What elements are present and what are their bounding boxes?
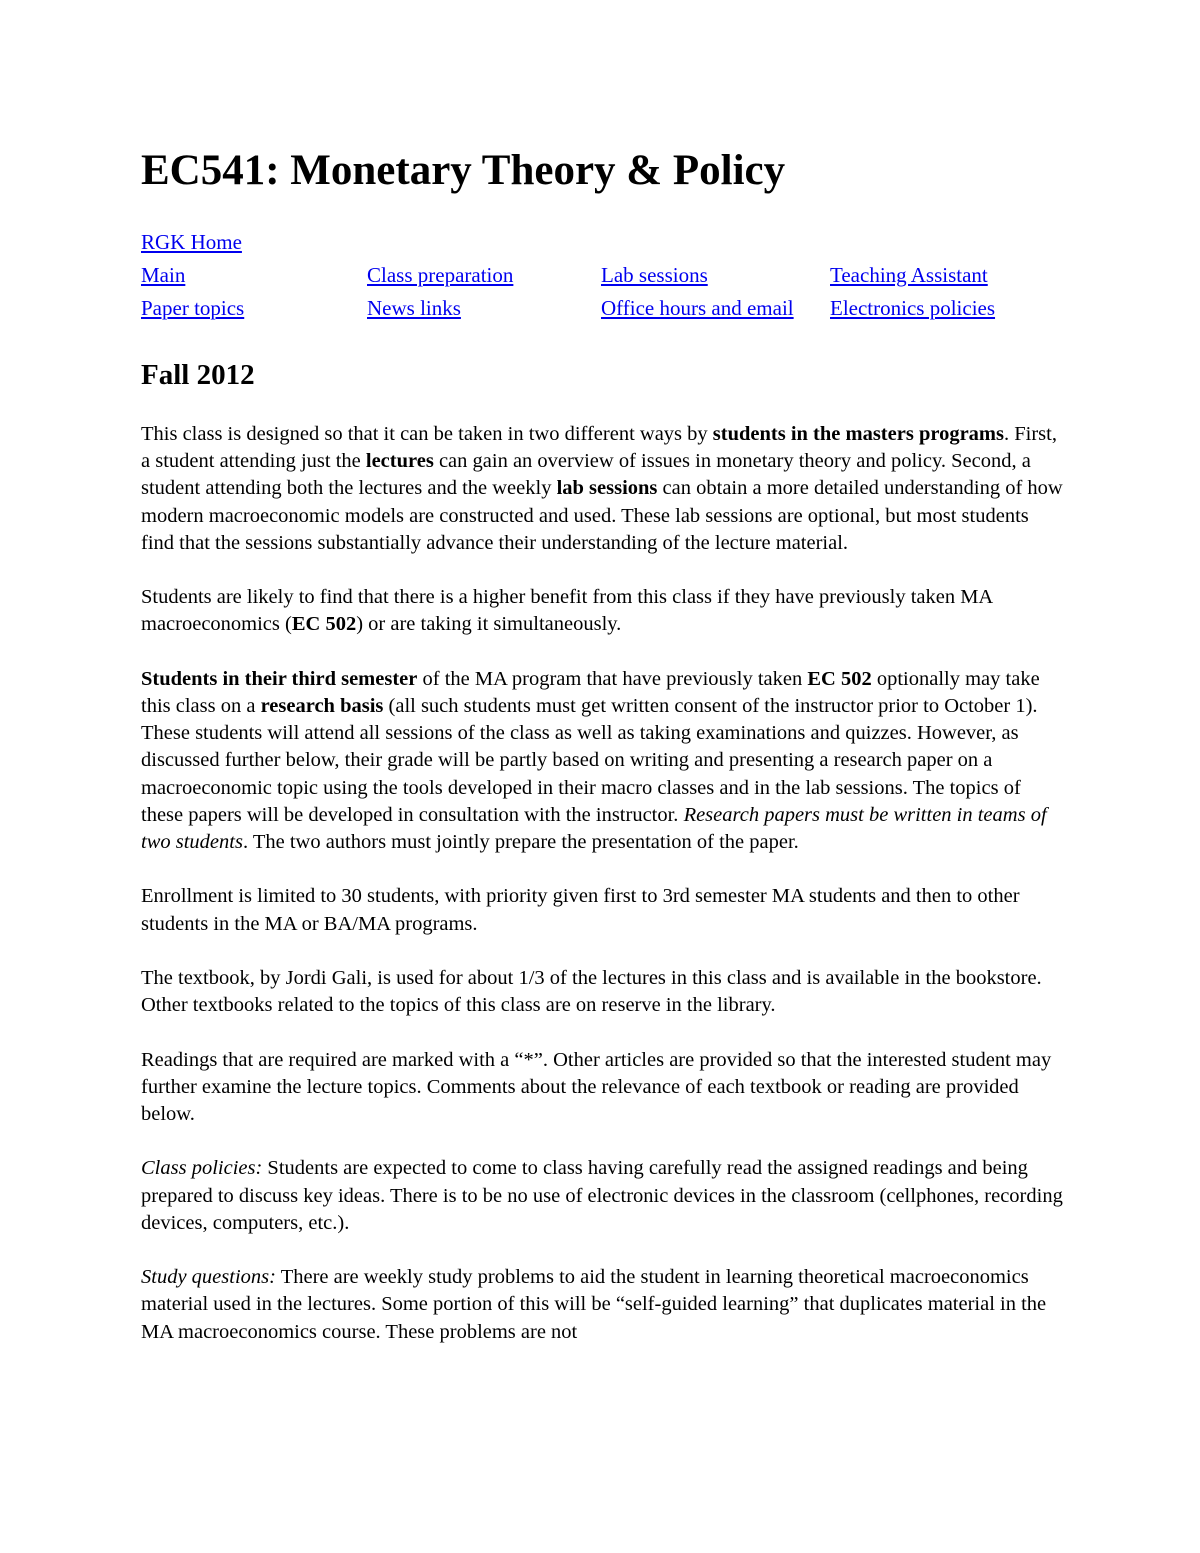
text-span: . The two authors must jointly prepare the presentation of the paper.: [242, 831, 799, 854]
italic-teams-of-two: Research papers must be written in teams of two students: [141, 803, 1047, 854]
text-span: of the MA program that have previously taken: [417, 667, 808, 690]
bold-lab-sessions: lab sessions: [556, 477, 658, 500]
paragraph-prerequisites: [141, 584, 1066, 638]
bold-ec502: EC 502: [291, 613, 357, 636]
page-title: EC541: Monetary Theory & Policy: [141, 147, 786, 194]
link-office-hours-email[interactable]: Office hours and email: [601, 296, 794, 320]
nav-row-1: [141, 259, 1066, 292]
text-span: can gain an overview of issues in monetary theory and policy. Second, a student attending both the lectures and the weekly: [141, 450, 1031, 500]
italic-study-questions: Study questions:: [141, 1266, 276, 1289]
text-span: There are weekly study problems to aid the student in learning theoretical macroeconomics material used in the lectures. Some portion of this will be “self-guided learning” that duplicates material in the MA macroeconomics course. These problems are not: [141, 1266, 1047, 1343]
paragraph-textbook: The textbook, by Jordi Gali, is used for about 1/3 of the lectures in this class and is available in the bookstore. Other textbooks related to the topics of this class are on reserve in the library.: [141, 967, 1042, 1017]
paragraph-enrollment: Enrollment is limited to 30 students, with priority given first to 3rd semester MA students and then to other students in the MA or BA/MA programs.: [141, 885, 1020, 935]
nav-links: [141, 226, 1066, 325]
link-lab-sessions[interactable]: Lab sessions: [601, 263, 708, 287]
nav-row-home: [141, 226, 1066, 259]
bold-masters-programs: students in the masters programs: [712, 423, 1004, 445]
link-electronics-policies[interactable]: Electronics policies: [830, 296, 996, 320]
text-span: This class is designed so that it can be taken in two different ways by: [141, 423, 713, 445]
bold-lectures: lectures: [365, 450, 434, 473]
link-teaching-assistant[interactable]: Teaching Assistant: [830, 263, 988, 287]
paragraph-readings: Readings that are required are marked with a “*”. Other articles are provided so that the interested student may further examine the lecture topics. Comments about the relevance of each textbook or reading are provided below.: [141, 1048, 1052, 1125]
semester-heading: Fall 2012: [141, 359, 255, 391]
text-span: Students are likely to find that there is a higher benefit from this class if they have previously taken MA macroeconomics (: [141, 586, 993, 636]
bold-ec502: EC 502: [807, 667, 872, 690]
paragraph-class-policies: [141, 1155, 1066, 1237]
bold-third-semester: Students in their third semester: [141, 667, 418, 690]
nav-row-2: [141, 292, 1066, 325]
link-paper-topics[interactable]: Paper topics: [141, 296, 245, 320]
text-span: can obtain a more detailed understanding of how modern macroeconomic models are constructed and used. These lab sessions are optional, but most students find that the sessions substantially advance their understanding of the lecture material.: [141, 477, 1063, 554]
link-rgk-home[interactable]: RGK Home: [141, 230, 242, 254]
text-span: . First, a student attending just the: [141, 423, 1057, 473]
link-news-links[interactable]: News links: [367, 296, 461, 320]
document-body: [141, 421, 1066, 1373]
paragraph-study-questions: [141, 1264, 1066, 1346]
italic-class-policies: Class policies:: [141, 1157, 263, 1180]
text-span: (all such students must get written consent of the instructor prior to October 1). These students will attend all sessions of the class as well as taking examinations and quizzes. However, as discussed further below, their grade will be partly based on writing and presenting a research paper on a macroeconomic topic using the tools developed in their macro classes and in the lab sessions. The topics of these papers will be developed in consultation with the instructor.: [141, 695, 1038, 826]
link-class-preparation[interactable]: Class preparation: [367, 263, 514, 287]
paragraph-research-basis: [141, 666, 1066, 856]
text-span: optionally may take this class on a: [141, 667, 1040, 717]
text-span: Students are expected to come to class having carefully read the assigned readings and being prepared to discuss key ideas. There is to be no use of electronic devices in the classroom (cellphones, recording devices, computers, etc.).: [141, 1157, 1063, 1234]
paragraph-intro: [141, 421, 1066, 557]
text-span: ) or are taking it simultaneously.: [356, 613, 622, 636]
bold-research-basis: research basis: [260, 695, 384, 717]
link-main[interactable]: Main: [141, 263, 186, 287]
